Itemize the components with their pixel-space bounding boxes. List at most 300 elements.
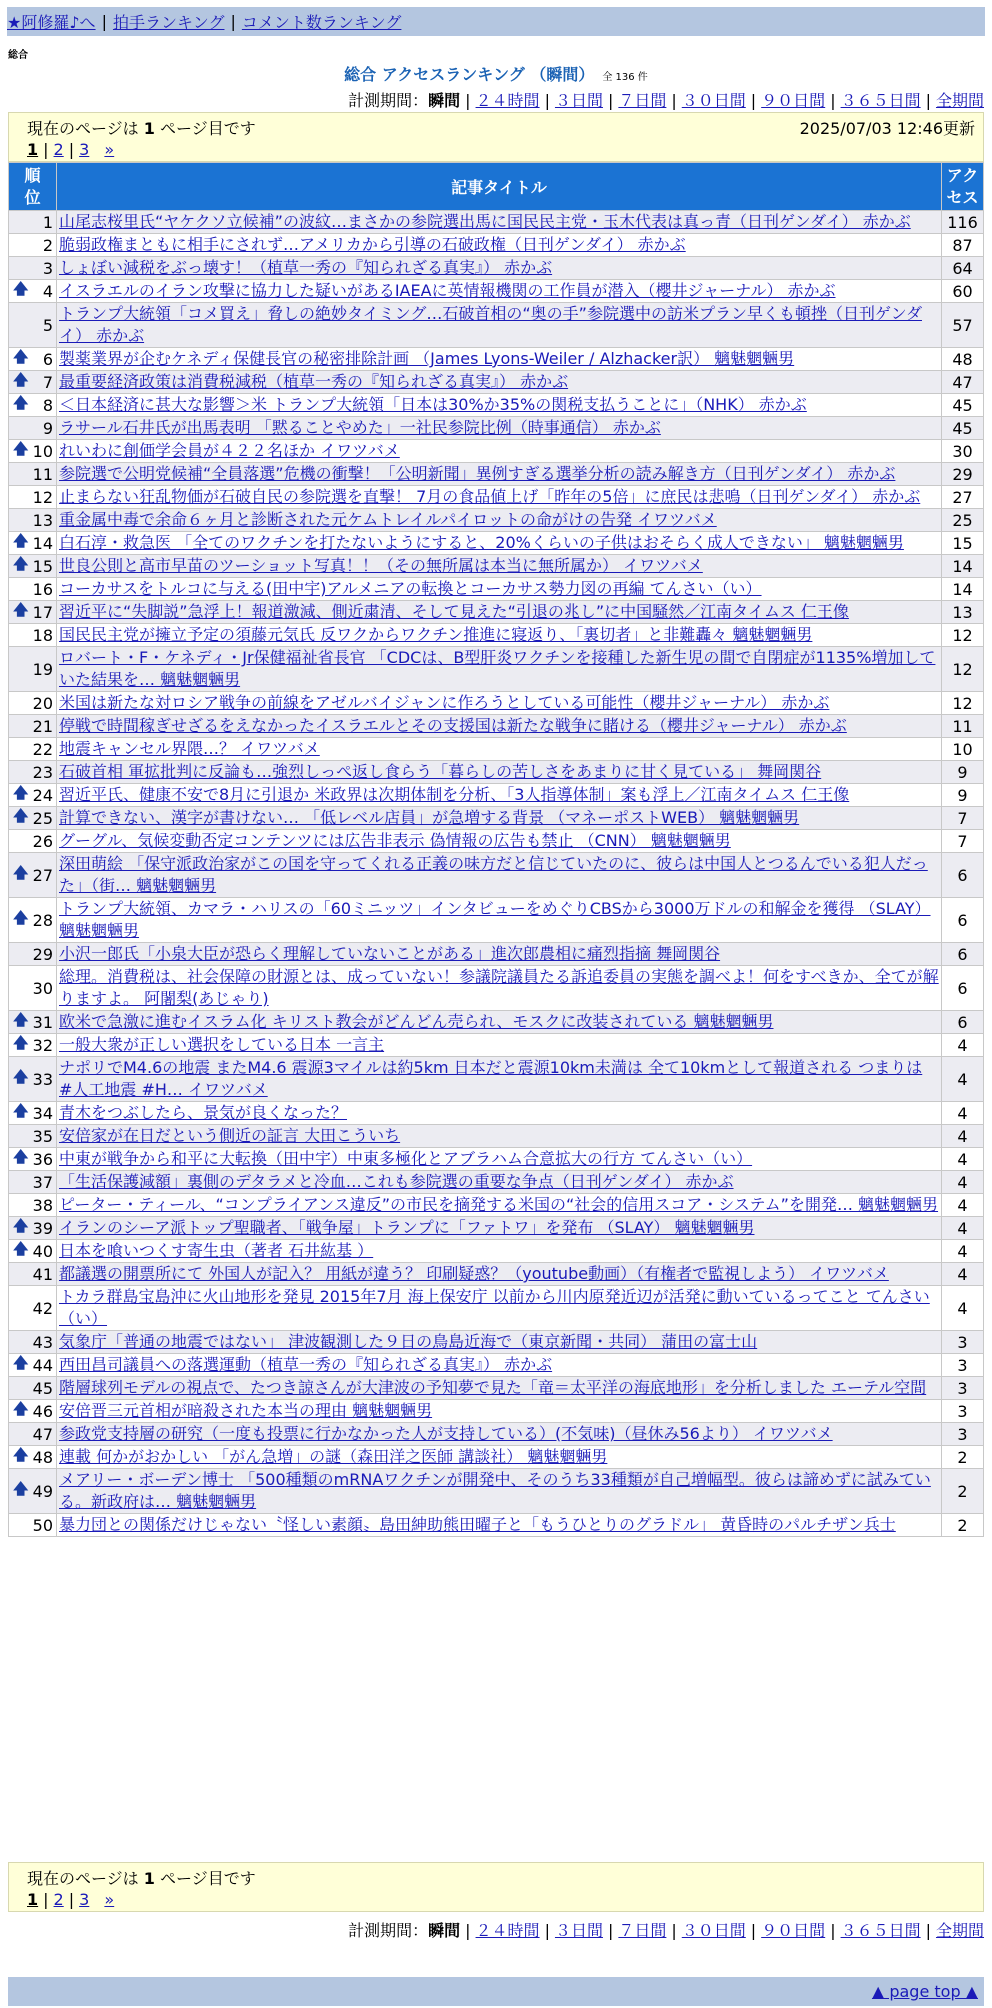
- rank-cell: [9, 784, 57, 807]
- rank-up-arrow-icon: 🡅: [13, 1010, 29, 1029]
- access-count: 10: [942, 738, 984, 761]
- rank-cell: [9, 486, 57, 509]
- rank-cell: [9, 715, 57, 738]
- rank-number: 36: [32, 1149, 53, 1169]
- rank-cell: [9, 966, 57, 1011]
- period-option-link[interactable]: ３日間: [554, 91, 603, 110]
- page-info-top: [8, 112, 984, 162]
- rank-up-arrow-icon: 🡅: [13, 347, 29, 366]
- access-count: 7: [942, 830, 984, 853]
- title-cell: [57, 1263, 942, 1286]
- rank-number: 48: [32, 1447, 53, 1467]
- table-row: [9, 1148, 984, 1171]
- rank-cell: [9, 371, 57, 394]
- update-timestamp: 2025/07/03 12:46更新: [799, 119, 975, 138]
- article-title-link[interactable]: 米国は新たな対ロシア戦争の前線をアゼルバイジャンに作ろうとしている可能性（櫻井ジャーナル） 赤かぶ: [59, 693, 830, 712]
- table-row: [9, 761, 984, 784]
- rank-cell: [9, 1240, 57, 1263]
- period-option-link[interactable]: ３日間: [554, 1921, 603, 1940]
- title-cell: [57, 1331, 942, 1354]
- period-separator: |: [671, 91, 677, 110]
- access-count: 4: [942, 1286, 984, 1331]
- access-count: 12: [942, 692, 984, 715]
- table-row: [9, 1011, 984, 1034]
- rank-up-arrow-icon: 🡅: [13, 1239, 29, 1258]
- rank-up-arrow-icon: 🡅: [13, 393, 29, 412]
- rank-cell: [9, 440, 57, 463]
- article-title-link[interactable]: トランプ大統領、カマラ・ハリスの「60ミニッツ」インタビューをめぐりCBSから3000万ドルの和解金を獲得 （SLAY） 魑魅魍魎男: [59, 899, 931, 940]
- rank-cell: [9, 1286, 57, 1331]
- access-count: 15: [942, 532, 984, 555]
- rank-number: 11: [32, 464, 53, 484]
- access-count: 47: [942, 371, 984, 394]
- rank-cell: [9, 234, 57, 257]
- period-option-link[interactable]: ２４時間: [475, 1921, 540, 1940]
- article-title-link[interactable]: れいわに創価学会員が４２２名ほか イワツバメ: [59, 441, 400, 460]
- access-count: 6: [942, 1011, 984, 1034]
- rank-number: 17: [32, 602, 53, 622]
- article-title-link[interactable]: 連載 何かがおかしい 「がん急増」の謎（森田洋之医師 講談社） 魑魅魍魎男: [59, 1447, 608, 1466]
- table-row: [9, 1194, 984, 1217]
- rank-cell: [9, 1469, 57, 1514]
- article-title-link[interactable]: 計算できない、漢字が書けない… 「低レベル店員」が急増する背景 （マネーポストWEB） 魑魅魍魎男: [59, 808, 800, 827]
- top-nav-bar: [7, 7, 985, 36]
- pager-page-link[interactable]: 2: [53, 1890, 64, 1909]
- header-rank: 順位: [9, 163, 57, 211]
- table-row: [9, 624, 984, 647]
- period-option-link[interactable]: ９０日間: [761, 1921, 826, 1940]
- nav-separator: |: [230, 12, 236, 31]
- rank-number: 19: [32, 659, 53, 679]
- rank-cell: [9, 1057, 57, 1102]
- rank-cell: [9, 1331, 57, 1354]
- period-separator: |: [544, 91, 550, 110]
- access-count: 25: [942, 509, 984, 532]
- period-option-link[interactable]: ３０日間: [681, 1921, 746, 1940]
- access-count: 57: [942, 303, 984, 348]
- rank-number: 40: [32, 1241, 53, 1261]
- title-cell: [57, 348, 942, 371]
- rank-cell: [9, 898, 57, 943]
- period-separator: |: [925, 91, 931, 110]
- rank-number: 15: [32, 556, 53, 576]
- title-cell: [57, 394, 942, 417]
- rank-number: 6: [42, 349, 53, 369]
- title-cell: [57, 1377, 942, 1400]
- rank-number: 13: [32, 510, 53, 530]
- table-row: [9, 943, 984, 966]
- table-row: [9, 898, 984, 943]
- title-cell: [57, 624, 942, 647]
- period-selector-top: [348, 88, 984, 111]
- article-title-link[interactable]: 石破首相 軍拡批判に反論も…強烈しっぺ返し食らう「暮らしの苦しさをあまりに甘く見ている」 舞岡関谷: [59, 762, 822, 781]
- rank-number: 9: [42, 418, 53, 438]
- article-title-link[interactable]: 脆弱政権まともに相手にされず…アメリカから引導の石破政権（日刊ゲンダイ） 赤かぶ: [59, 235, 686, 254]
- table-row: [9, 853, 984, 898]
- title-cell: [57, 303, 942, 348]
- rank-cell: [9, 1263, 57, 1286]
- rank-number: 14: [32, 533, 53, 553]
- title-cell: [57, 1148, 942, 1171]
- rank-number: 16: [32, 579, 53, 599]
- rank-number: 12: [32, 487, 53, 507]
- rank-cell: [9, 1377, 57, 1400]
- article-title-link[interactable]: 日本を喰いつくす寄生虫（著者 石井紘基 ）: [59, 1241, 374, 1260]
- title-cell: [57, 1057, 942, 1102]
- table-row: [9, 371, 984, 394]
- article-title-link[interactable]: 一般大衆が正しい選択をしている日本 一言主: [59, 1035, 385, 1054]
- nav-comment-ranking-link[interactable]: コメント数ランキング: [241, 13, 402, 32]
- table-row: [9, 1034, 984, 1057]
- rank-number: 5: [42, 315, 53, 335]
- rank-cell: [9, 1034, 57, 1057]
- rank-up-arrow-icon: 🡅: [13, 1067, 29, 1086]
- rank-number: 39: [32, 1218, 53, 1238]
- rank-number: 8: [42, 395, 53, 415]
- rank-number: 31: [32, 1012, 53, 1032]
- article-title-link[interactable]: イランのシーア派トップ聖職者、「戦争屋」トランプに「ファトワ」を発布 （SLAY） 魑魅魍魎男: [59, 1218, 755, 1237]
- table-row: [9, 1446, 984, 1469]
- access-count: 4: [942, 1057, 984, 1102]
- article-title-link[interactable]: 世良公則と高市早苗のツーショット写真！！（その無所属は本当に無所属か） イワツバメ: [59, 556, 703, 575]
- period-separator: |: [465, 91, 471, 110]
- rank-number: 38: [32, 1195, 53, 1215]
- period-option-link[interactable]: 全期間: [935, 1921, 984, 1940]
- access-count: 4: [942, 1125, 984, 1148]
- title-cell: [57, 417, 942, 440]
- article-title-link[interactable]: 重金属中毒で余命６ヶ月と診断された元ケムトレイルパイロットの命がけの告発 イワツバメ: [59, 510, 717, 529]
- rank-number: 41: [32, 1264, 53, 1284]
- table-row: [9, 463, 984, 486]
- header-access: アクセス: [942, 163, 984, 211]
- rank-up-arrow-icon: 🡅: [13, 531, 29, 550]
- page-title-text: 総合 アクセスランキング （瞬間）: [344, 65, 595, 84]
- title-cell: [57, 463, 942, 486]
- rank-cell: [9, 943, 57, 966]
- article-title-link[interactable]: トランプ大統領「コメ買え」脅しの絶妙タイミング…石破首相の“奥の手”参院選中の訪米プラン早くも頓挫（日刊ゲンダイ） 赤かぶ: [59, 304, 922, 345]
- access-count: 45: [942, 417, 984, 440]
- table-row: [9, 1469, 984, 1514]
- table-row: [9, 211, 984, 234]
- article-title-link[interactable]: 青木をつぶしたら、景気が良くなった？: [59, 1103, 348, 1122]
- article-title-link[interactable]: 止まらない狂乱物価が石破自民の参院選を直撃！ 7月の食品値上げ「昨年の5倍」に庶民は悲鳴（日刊ゲンダイ） 赤かぶ: [59, 487, 921, 506]
- period-option-link[interactable]: ３６５日間: [840, 1921, 921, 1940]
- title-cell: [57, 509, 942, 532]
- article-title-link[interactable]: 西田昌司議員への落選運動（植草一秀の『知られざる真実』） 赤かぶ: [59, 1355, 553, 1374]
- access-count: 14: [942, 555, 984, 578]
- title-cell: [57, 1514, 942, 1537]
- rank-cell: [9, 578, 57, 601]
- title-cell: [57, 555, 942, 578]
- article-title-link[interactable]: 深田萌絵 「保守派政治家がこの国を守ってくれる正義の味方だと信じていたのに、彼らは中国人とつるんでいる犯人だった」（街… 魑魅魍魎男: [59, 854, 928, 895]
- article-title-link[interactable]: 地震キャンセル界隈…？ イワツバメ: [59, 739, 320, 758]
- article-title-link[interactable]: ラサール石井氏が出馬表明 「黙ることやめた」一社民参院比例（時事通信） 赤かぶ: [59, 418, 661, 437]
- table-row: [9, 1423, 984, 1446]
- access-count: 116: [942, 211, 984, 234]
- period-option-link[interactable]: ２４時間: [475, 91, 540, 110]
- access-count: 6: [942, 898, 984, 943]
- period-selector-bottom: [348, 1918, 984, 1941]
- period-separator: |: [925, 1921, 931, 1940]
- title-cell: [57, 532, 942, 555]
- rank-cell: [9, 348, 57, 371]
- rank-cell: [9, 303, 57, 348]
- article-title-link[interactable]: 習近平氏、健康不安で8月に引退か 米政界は次期体制を分析、「3人指導体制」案も浮上／江南タイムス 仁王像: [59, 785, 850, 804]
- access-count: 3: [942, 1400, 984, 1423]
- title-cell: [57, 761, 942, 784]
- rank-up-arrow-icon: 🡅: [13, 908, 29, 927]
- access-count: 4: [942, 1102, 984, 1125]
- table-row: [9, 807, 984, 830]
- title-cell: [57, 211, 942, 234]
- access-count: 3: [942, 1377, 984, 1400]
- table-row: [9, 1354, 984, 1377]
- access-count: 4: [942, 1171, 984, 1194]
- rank-up-arrow-icon: 🡅: [13, 1445, 29, 1464]
- title-cell: [57, 692, 942, 715]
- table-row: [9, 348, 984, 371]
- total-count: 全 136 件: [602, 72, 648, 83]
- article-title-link[interactable]: グーグル、気候変動否定コンテンツには広告非表示 偽情報の広告も禁止 （CNN） 魑魅魍魎男: [59, 831, 731, 850]
- title-cell: [57, 784, 942, 807]
- access-count: 4: [942, 1034, 984, 1057]
- title-cell: [57, 898, 942, 943]
- table-row: [9, 966, 984, 1011]
- article-title-link[interactable]: 参院選で公明党候補“全員落選”危機の衝撃！「公明新聞」異例すぎる選挙分析の読み解き方（日刊ゲンダイ） 赤かぶ: [59, 464, 896, 483]
- nav-clap-ranking-link[interactable]: 拍手ランキング: [112, 13, 225, 32]
- rank-cell: [9, 830, 57, 853]
- rank-number: 2: [42, 235, 53, 255]
- access-count: 12: [942, 647, 984, 692]
- table-row: [9, 1286, 984, 1331]
- article-title-link[interactable]: 階層球列モデルの視点で、たつき諒さんが大津波の予知夢で見た「竜＝太平洋の海底地形」を分析しました エーテル空間: [59, 1378, 927, 1397]
- article-title-link[interactable]: 習近平に“失脚説”急浮上！報道激減、側近粛清、そして見えた“引退の兆し”に中国騒然／江南タイムス 仁王像: [59, 602, 849, 621]
- article-title-link[interactable]: 暴力団との関係だけじゃない〝怪しい素顔〟島田紳助熊田曜子と「もうひとりのグラドル」 黄昏時のパルチザン兵士: [59, 1515, 896, 1534]
- period-label: 計測期間：: [348, 91, 429, 110]
- access-count: 4: [942, 1240, 984, 1263]
- rank-cell: [9, 1125, 57, 1148]
- rank-up-arrow-icon: 🡅: [13, 600, 29, 619]
- article-title-link[interactable]: 「生活保護減額」裏側のデタラメと冷血…これも参院選の重要な争点（日刊ゲンダイ） 赤かぶ: [59, 1172, 734, 1191]
- page-top-link[interactable]: ▲ page top ▲: [871, 1982, 978, 2001]
- rank-up-arrow-icon: 🡅: [13, 806, 29, 825]
- article-title-link[interactable]: ロバート・F・ケネディ・Jr保健福祉省長官 「CDCは、B型肝炎ワクチンを接種した新生児の間で自閉症が1135%増加していた結果を… 魑魅魍魎男: [59, 648, 936, 689]
- article-title-link[interactable]: 欧米で急激に進むイスラム化 キリスト教会がどんどん売られ、モスクに改装されている 魑魅魍魎男: [59, 1012, 774, 1031]
- period-separator: |: [750, 91, 757, 110]
- table-row: [9, 1377, 984, 1400]
- table-row: [9, 532, 984, 555]
- access-count: 9: [942, 761, 984, 784]
- title-cell: [57, 1217, 942, 1240]
- title-cell: [57, 1354, 942, 1377]
- rank-cell: [9, 624, 57, 647]
- pagination-bottom: [27, 1890, 114, 1909]
- title-cell: [57, 234, 942, 257]
- period-separator: |: [607, 1921, 614, 1940]
- rank-up-arrow-icon: 🡅: [13, 370, 29, 389]
- pager-page-link[interactable]: 3: [79, 1890, 90, 1909]
- article-title-link[interactable]: ピーター・ティール、“コンプライアンス違反”の市民を摘発する米国の“社会的信用スコア・システム”を開発… 魑魅魍魎男: [59, 1195, 939, 1214]
- rank-number: 26: [32, 831, 53, 851]
- rank-cell: [9, 532, 57, 555]
- title-cell: [57, 1446, 942, 1469]
- period-option-link[interactable]: ９０日間: [761, 91, 826, 110]
- access-count: 4: [942, 1217, 984, 1240]
- access-count: 11: [942, 715, 984, 738]
- article-title-link[interactable]: 山尾志桜里氏“ヤケクソ立候補”の波紋…まさかの参院選出馬に国民民主党・玉木代表は真っ青（日刊ゲンダイ） 赤かぶ: [59, 212, 911, 231]
- rank-number: 28: [32, 910, 53, 930]
- rank-number: 33: [32, 1069, 53, 1089]
- period-option-link[interactable]: ３０日間: [681, 91, 746, 110]
- access-count: 2: [942, 1514, 984, 1537]
- rank-number: 25: [32, 808, 53, 828]
- table-row: [9, 1240, 984, 1263]
- table-row: [9, 1514, 984, 1537]
- pager-current-page: 1: [27, 140, 39, 159]
- title-cell: [57, 601, 942, 624]
- article-title-link[interactable]: しょぼい減税をぶっ壊す！（植草一秀の『知られざる真実』） 赤かぶ: [59, 258, 553, 277]
- period-separator: |: [671, 1921, 677, 1940]
- rank-cell: [9, 738, 57, 761]
- access-count: 4: [942, 1194, 984, 1217]
- article-title-link[interactable]: 都議選の開票所にて 外国人が記入？ 用紙が違う？ 印刷疑惑？（youtube動画）（有権者で監視しよう） イワツバメ: [59, 1264, 889, 1283]
- table-row: [9, 394, 984, 417]
- article-title-link[interactable]: 中東が戦争から和平に大転換（田中宇）中東多極化とアブラハム合意拡大の行方 てんさい（い）: [59, 1149, 753, 1168]
- current-page-info: 現在のページは 1 ページ目です: [27, 1869, 256, 1888]
- pager-separator: |: [68, 140, 75, 159]
- rank-cell: [9, 761, 57, 784]
- rank-number: 32: [32, 1035, 53, 1055]
- rank-cell: [9, 1423, 57, 1446]
- title-cell: [57, 1423, 942, 1446]
- pager-current-page: 1: [27, 1890, 39, 1909]
- rank-number: 20: [32, 693, 53, 713]
- period-option-link[interactable]: 全期間: [935, 91, 984, 110]
- rank-cell: [9, 1514, 57, 1537]
- pagination-top: [27, 140, 114, 159]
- pager-separator: |: [43, 1890, 49, 1909]
- article-title-link[interactable]: 製薬業界が企むケネディ保健長官の秘密排除計画 （James Lyons-Weiler / Alzhacker訳） 魑魅魍魎男: [59, 349, 795, 368]
- rank-number: 29: [32, 944, 53, 964]
- table-row: [9, 257, 984, 280]
- table-row: [9, 280, 984, 303]
- rank-number: 21: [32, 716, 53, 736]
- rank-cell: [9, 509, 57, 532]
- pager-next-link[interactable]: »: [104, 1890, 115, 1909]
- article-title-link[interactable]: トカラ群島宝島沖に火山地形を発見 2015年7月 海上保安庁 以前から川内原発近辺が活発に動いているってこと てんさい（い）: [59, 1287, 930, 1328]
- article-title-link[interactable]: 最重要経済政策は消費税減税（植草一秀の『知られざる真実』） 赤かぶ: [59, 372, 569, 391]
- article-title-link[interactable]: 白石淳・救急医 「全てのワクチンを打たないようにすると、20%くらいの子供はおそらく成人できない」 魑魅魍魎男: [59, 533, 904, 552]
- title-cell: [57, 830, 942, 853]
- pager-next-link[interactable]: »: [104, 140, 115, 159]
- rank-up-arrow-icon: 🡅: [13, 1033, 29, 1052]
- article-title-link[interactable]: 気象庁「普通の地震ではない」 津波観測した９日の鳥島近海で（東京新聞・共同） 蒲田の富士山: [59, 1332, 758, 1351]
- pager-page-link[interactable]: 3: [79, 140, 90, 159]
- access-count: 12: [942, 624, 984, 647]
- rank-number: 23: [32, 762, 53, 782]
- table-row: [9, 417, 984, 440]
- rank-cell: [9, 1011, 57, 1034]
- period-option-link[interactable]: ７日間: [618, 1921, 667, 1940]
- rank-cell: [9, 853, 57, 898]
- article-title-link[interactable]: 停戦で時間稼ぎせざるをえなかったイスラエルとその支援国は新たな戦争に賭ける（櫻井ジャーナル） 赤かぶ: [59, 716, 847, 735]
- access-count: 30: [942, 440, 984, 463]
- table-row: [9, 830, 984, 853]
- pager-separator: |: [68, 1890, 75, 1909]
- pager-separator: [94, 140, 99, 159]
- article-title-link[interactable]: イスラエルのイラン攻撃に協力した疑いがあるIAEAに英情報機関の工作員が潜入（櫻井ジャーナル） 赤かぶ: [59, 281, 836, 300]
- period-current: 瞬間: [428, 91, 461, 110]
- access-count: 2: [942, 1469, 984, 1514]
- title-cell: [57, 1171, 942, 1194]
- article-title-link[interactable]: 参政党支持層の研究（一度も投票に行かなかった人が支持している）(不気味)（昼休み56より） イワツバメ: [59, 1424, 833, 1443]
- rank-number: 7: [42, 372, 53, 392]
- article-title-link[interactable]: メアリー・ボーデン博士 「500種類のmRNAワクチンが開発中、そのうち33種類が自己増幅型。彼らは諦めずに試みている。新政府は… 魑魅魍魎男: [59, 1470, 931, 1511]
- period-current: 瞬間: [428, 1921, 461, 1940]
- rank-up-arrow-icon: 🡅: [13, 1353, 29, 1372]
- article-title-link[interactable]: 小沢一郎氏「小泉大臣が恐らく理解していないことがある」進次郎農相に痛烈指摘 舞岡関谷: [59, 944, 721, 963]
- period-option-link[interactable]: ３６５日間: [840, 91, 921, 110]
- rank-up-arrow-icon: 🡅: [13, 863, 29, 882]
- article-title-link[interactable]: 安倍晋三元首相が暗殺された本当の理由 魑魅魍魎男: [59, 1401, 433, 1420]
- period-separator: |: [830, 1921, 836, 1940]
- rank-up-arrow-icon: 🡅: [13, 783, 29, 802]
- table-row: [9, 440, 984, 463]
- title-cell: [57, 738, 942, 761]
- access-count: 14: [942, 578, 984, 601]
- rank-up-arrow-icon: 🡅: [13, 439, 29, 458]
- rank-cell: [9, 601, 57, 624]
- rank-cell: [9, 417, 57, 440]
- pager-page-link[interactable]: 2: [53, 140, 64, 159]
- access-count: 4: [942, 1148, 984, 1171]
- rank-cell: [9, 1148, 57, 1171]
- article-title-link[interactable]: ナポリでM4.6の地震 またM4.6 震源3マイルは約5km 日本だと震源10km未満は 全て10kmとして報道される つまりは #人工地震 #H… イワツバメ: [59, 1058, 923, 1099]
- rank-cell: [9, 257, 57, 280]
- table-row: [9, 555, 984, 578]
- article-title-link[interactable]: 総理。消費税は、社会保障の財源とは、成っていない！参議院議員たる訴追委員の実態を調べよ！何をすべきか、全てが解りますよ。 阿闍梨(あじゃり): [59, 967, 939, 1008]
- title-cell: [57, 647, 942, 692]
- table-row: [9, 601, 984, 624]
- title-cell: [57, 440, 942, 463]
- rank-number: 22: [32, 739, 53, 759]
- title-cell: [57, 280, 942, 303]
- rank-number: 43: [32, 1332, 53, 1352]
- table-row: [9, 1125, 984, 1148]
- access-count: 6: [942, 853, 984, 898]
- access-count: 87: [942, 234, 984, 257]
- article-title-link[interactable]: コーカサスをトルコに与える(田中宇)アルメニアの転換とコーカサス勢力図の再編 てんさい（い）: [59, 579, 762, 598]
- access-count: 7: [942, 807, 984, 830]
- rank-cell: [9, 647, 57, 692]
- period-separator: |: [750, 1921, 757, 1940]
- breadcrumb: 総合: [8, 50, 28, 61]
- access-count: 3: [942, 1423, 984, 1446]
- access-count: 64: [942, 257, 984, 280]
- nav-home-link[interactable]: ★阿修羅♪へ: [7, 13, 96, 32]
- access-count: 13: [942, 601, 984, 624]
- rank-number: 42: [32, 1298, 53, 1318]
- title-cell: [57, 943, 942, 966]
- period-option-link[interactable]: ７日間: [618, 91, 667, 110]
- rank-number: 50: [32, 1515, 53, 1535]
- title-cell: [57, 371, 942, 394]
- article-title-link[interactable]: ＜日本経済に甚大な影響＞米 トランプ大統領「日本は30%か35%の関税支払うことに」（NHK） 赤かぶ: [59, 395, 807, 414]
- article-title-link[interactable]: 安倍家が在日だという側近の証言 大田こういち: [59, 1126, 401, 1145]
- rank-number: 1: [42, 212, 53, 232]
- article-title-link[interactable]: 国民民主党が擁立予定の須藤元気氏 反ワクからワクチン推進に寝返り、「裏切者」と非難轟々 魑魅魍魎男: [59, 625, 813, 644]
- title-cell: [57, 1400, 942, 1423]
